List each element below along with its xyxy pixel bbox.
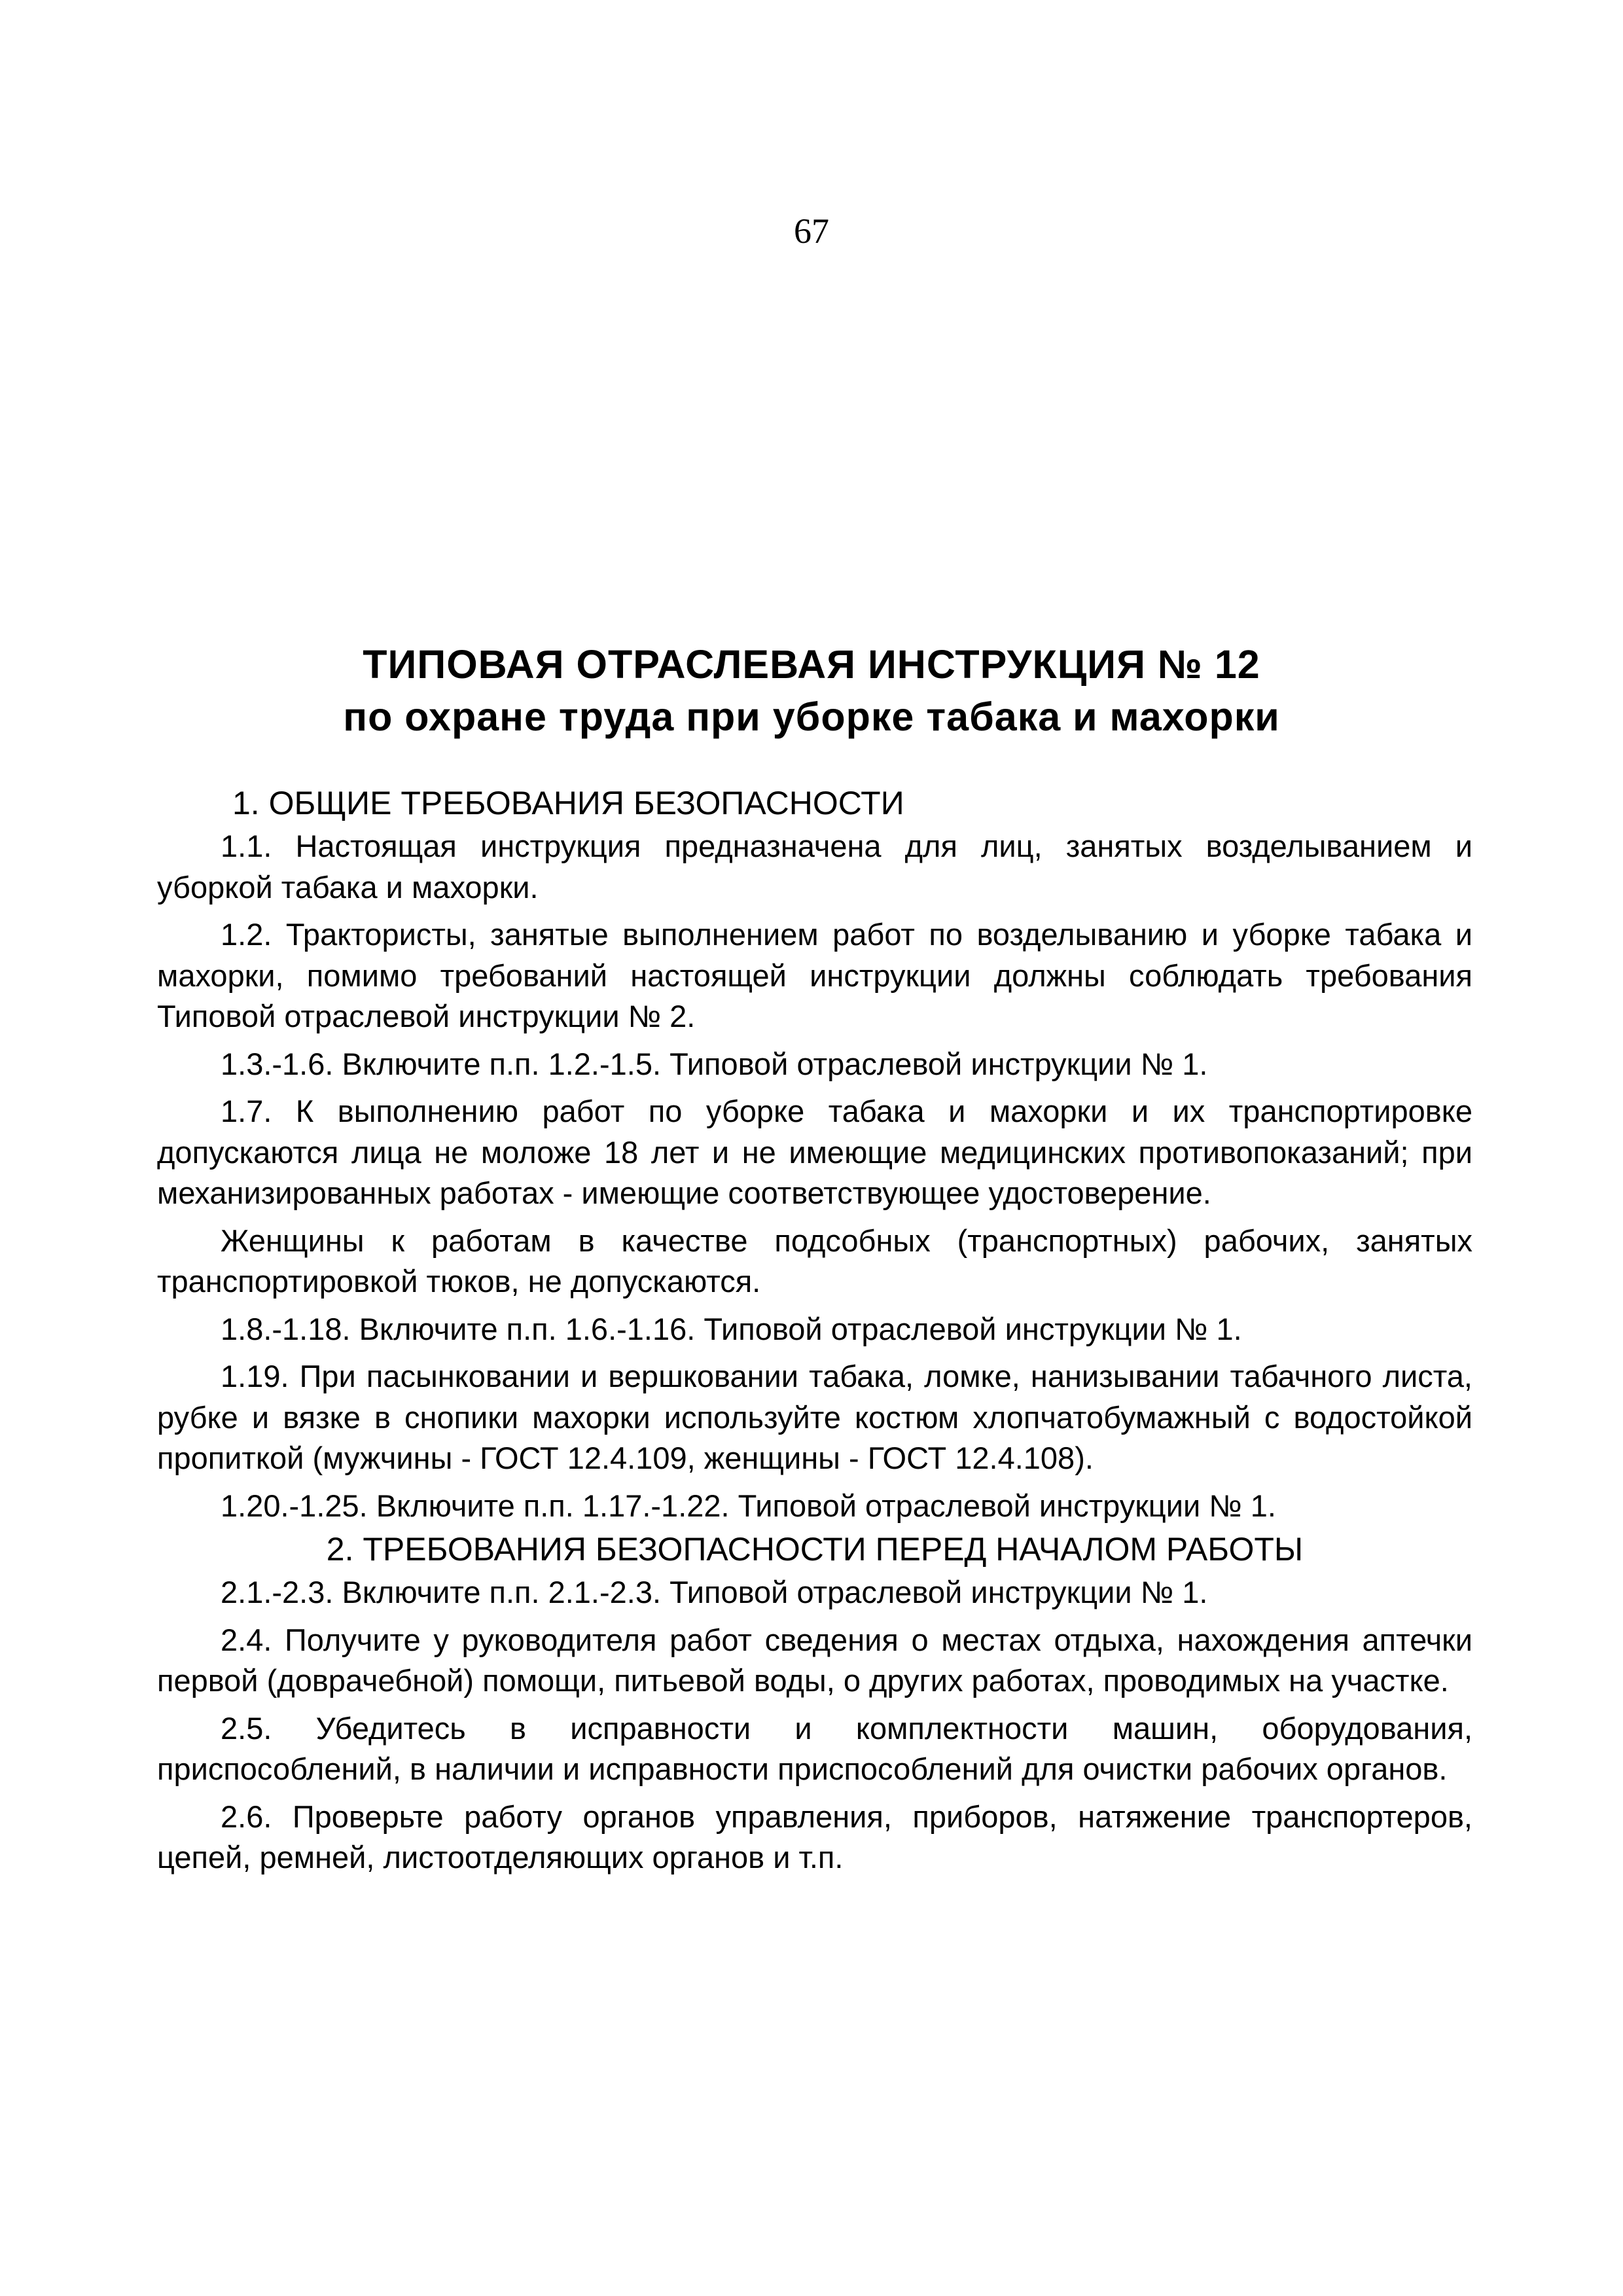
document-title [0, 638, 1623, 743]
section-1-heading: 1. ОБЩИЕ ТРЕБОВАНИЯ БЕЗОПАСНОСТИ [232, 785, 904, 821]
title-line-1: ТИПОВАЯ ОТРАСЛЕВАЯ ИНСТРУКЦИЯ № 12 [363, 642, 1260, 687]
paragraph-2-5: 2.5. Убедитесь в исправности и комплектности машин, оборудования, приспособлений, в наличии и исправности приспособлений для очистки рабочих органов. [157, 1710, 1472, 1786]
paragraph-1-7: 1.7. К выполнению работ по уборке табака и махорки и их транспортировке допускаются лица не моложе 18 лет и не имеющие медицинских противопоказаний; при механизированных работах - имеющие соответствующее удостоверение. [157, 1094, 1472, 1210]
paragraph-1-3: 1.3.-1.6. Включите п.п. 1.2.-1.5. Типовой отраслевой инструкции № 1. [221, 1046, 1208, 1081]
page-number: 67 [794, 211, 829, 251]
paragraph-2-4: 2.4. Получите у руководителя работ сведения о местах отдыха, нахождения аптечки первой (доврачебной) помощи, питьевой воды, о других работах, проводимых на участке. [157, 1622, 1472, 1698]
paragraph-1-8: 1.8.-1.18. Включите п.п. 1.6.-1.16. Типовой отраслевой инструкции № 1. [221, 1311, 1242, 1346]
paragraph-2-6: 2.6. Проверьте работу органов управления, приборов, натяжение транспортеров, цепей, ремней, листоотделяющих органов и т.п. [157, 1799, 1472, 1874]
document-body [157, 780, 1472, 1878]
title-line-2: по охране труда при уборке табака и махорки [343, 694, 1280, 739]
paragraph-1-1: 1.1. Настоящая инструкция предназначена для лиц, занятых возделыванием и уборкой табака и махорки. [157, 829, 1472, 905]
paragraph-2-1: 2.1.-2.3. Включите п.п. 2.1.-2.3. Типовой отраслевой инструкции № 1. [221, 1575, 1208, 1609]
paragraph-1-19: 1.19. При пасынковании и вершковании табака, ломке, нанизывании табачного листа, рубке и вязке в снопики махорки используйте костюм хлопчатобумажный с водостойкой пропиткой (мужчины - ГОСТ 12.4.109, женщины - ГОСТ 12.4.108). [157, 1359, 1472, 1475]
section-2-heading: 2. ТРЕБОВАНИЯ БЕЗОПАСНОСТИ ПЕРЕД НАЧАЛОМ РАБОТЫ [326, 1531, 1304, 1568]
paragraph-1-2: 1.2. Трактористы, занятые выполнением работ по возделыванию и уборке табака и махорки, помимо требований настоящей инструкции должны соблюдать требования Типовой отраслевой инструкции № 2. [157, 917, 1472, 1033]
paragraph-1-20: 1.20.-1.25. Включите п.п. 1.17.-1.22. Типовой отраслевой инструкции № 1. [221, 1488, 1276, 1523]
paragraph-1-7-women: Женщины к работам в качестве подсобных (транспортных) рабочих, занятых транспортировкой тюков, не допускаются. [157, 1223, 1472, 1299]
